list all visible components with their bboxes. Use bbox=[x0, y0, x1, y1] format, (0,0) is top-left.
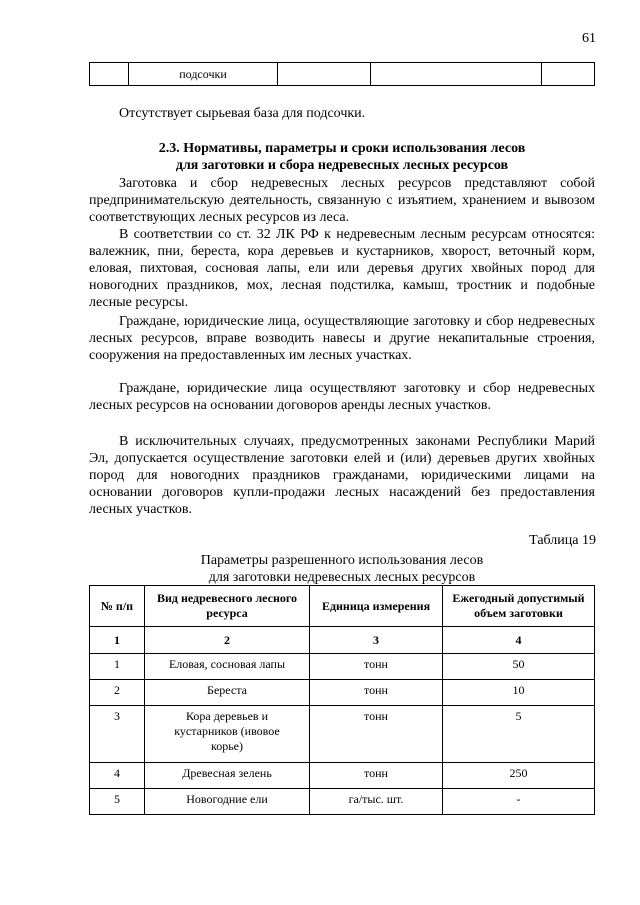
paragraph: Граждане, юридические лица, осуществляющие заготовку и сбор недревесных лесных ресурсов, вправе возводить навесы и другие некапитальные строения, сооружения на предоставленных им лесных участках. bbox=[89, 314, 595, 363]
table-label: Таблица 19 bbox=[529, 533, 596, 548]
table-cell: подсочки bbox=[129, 63, 278, 86]
table-cell: 5 bbox=[443, 706, 595, 763]
table-cell bbox=[371, 63, 542, 86]
table-cell bbox=[542, 63, 595, 86]
table-row bbox=[90, 654, 595, 680]
table-cell: тонн bbox=[310, 654, 443, 680]
column-number-row bbox=[90, 627, 595, 654]
table-cell: 2 bbox=[90, 680, 145, 706]
paragraph-no-base: Отсутствует сырьевая база для подсочки. bbox=[119, 106, 366, 121]
paragraph: В соответствии со ст. 32 ЛК РФ к недревесным лесным ресурсам относятся: валежник, пни, береста, кора деревьев и кустарников, хворост, веточный корм, еловая, пихтовая, сосновая лапы, ели или деревья других хвойных пород для новогодних праздников, мох, лесная подстилка, камыш, тростник и подобные лесные ресурсы. bbox=[89, 227, 595, 310]
table-cell: Новогодние ели bbox=[145, 789, 310, 815]
table-title-line-1: Параметры разрешенного использования лесов bbox=[200, 553, 484, 568]
table-cell bbox=[278, 63, 371, 86]
table-cell: 1 bbox=[90, 654, 145, 680]
table-cell: 3 bbox=[90, 706, 145, 763]
table-row bbox=[90, 763, 595, 789]
paragraph: В исключительных случаях, предусмотренных законами Республики Марий Эл, допускается осуществление заготовки елей и (или) деревьев других хвойных пород для новогодних праздников гражданами, юридическими лицами на основании договоров купли-продажи лесных насаждений без предоставления лесных участков. bbox=[89, 434, 595, 517]
table-cell: 250 bbox=[443, 763, 595, 789]
column-number: 2 bbox=[145, 627, 310, 654]
table-cell: 5 bbox=[90, 789, 145, 815]
table-title bbox=[89, 552, 595, 586]
column-header: Вид недревесного лесного ресурса bbox=[145, 586, 310, 627]
column-number: 3 bbox=[310, 627, 443, 654]
table-cell: - bbox=[443, 789, 595, 815]
table-row bbox=[90, 706, 595, 763]
table-cell: 10 bbox=[443, 680, 595, 706]
page-number: 61 bbox=[582, 31, 596, 46]
table-cell: Кора деревьев и кустарников (ивовое корье) bbox=[145, 706, 310, 763]
table-cell: тонн bbox=[310, 680, 443, 706]
paragraph: Заготовка и сбор недревесных лесных ресурсов представляют собой предпринимательскую деятельность, связанную с изъятием, хранением и вывозом соответствующих лесных ресурсов из леса. bbox=[89, 176, 595, 225]
table-cell: га/тыс. шт. bbox=[310, 789, 443, 815]
section-heading-line-1: 2.3. Нормативы, параметры и сроки использования лесов bbox=[158, 141, 526, 156]
table-cell: Древесная зелень bbox=[145, 763, 310, 789]
table-cell: Береста bbox=[145, 680, 310, 706]
continued-table bbox=[89, 62, 595, 86]
table-cell bbox=[90, 63, 129, 86]
table-row bbox=[90, 680, 595, 706]
column-header: Ежегодный допустимый объем заготовки bbox=[443, 586, 595, 627]
paragraph: Граждане, юридические лица осуществляют заготовку и сбор недревесных лесных ресурсов на основании договоров аренды лесных участков. bbox=[89, 381, 595, 413]
column-number: 4 bbox=[443, 627, 595, 654]
table-title-line-2: для заготовки недревесных лесных ресурсов bbox=[208, 570, 476, 585]
column-header: № п/п bbox=[90, 586, 145, 627]
table-cell: тонн bbox=[310, 763, 443, 789]
table-cell: Еловая, сосновая лапы bbox=[145, 654, 310, 680]
table-row bbox=[90, 789, 595, 815]
column-number: 1 bbox=[90, 627, 145, 654]
column-header: Единица измерения bbox=[310, 586, 443, 627]
resource-table bbox=[89, 585, 595, 815]
table-cell: 50 bbox=[443, 654, 595, 680]
section-heading-line-2: для заготовки и сбора недревесных лесных ресурсов bbox=[175, 158, 509, 173]
table-cell: тонн bbox=[310, 706, 443, 763]
table-header-row bbox=[90, 586, 595, 627]
table-row bbox=[90, 63, 595, 86]
table-cell: 4 bbox=[90, 763, 145, 789]
